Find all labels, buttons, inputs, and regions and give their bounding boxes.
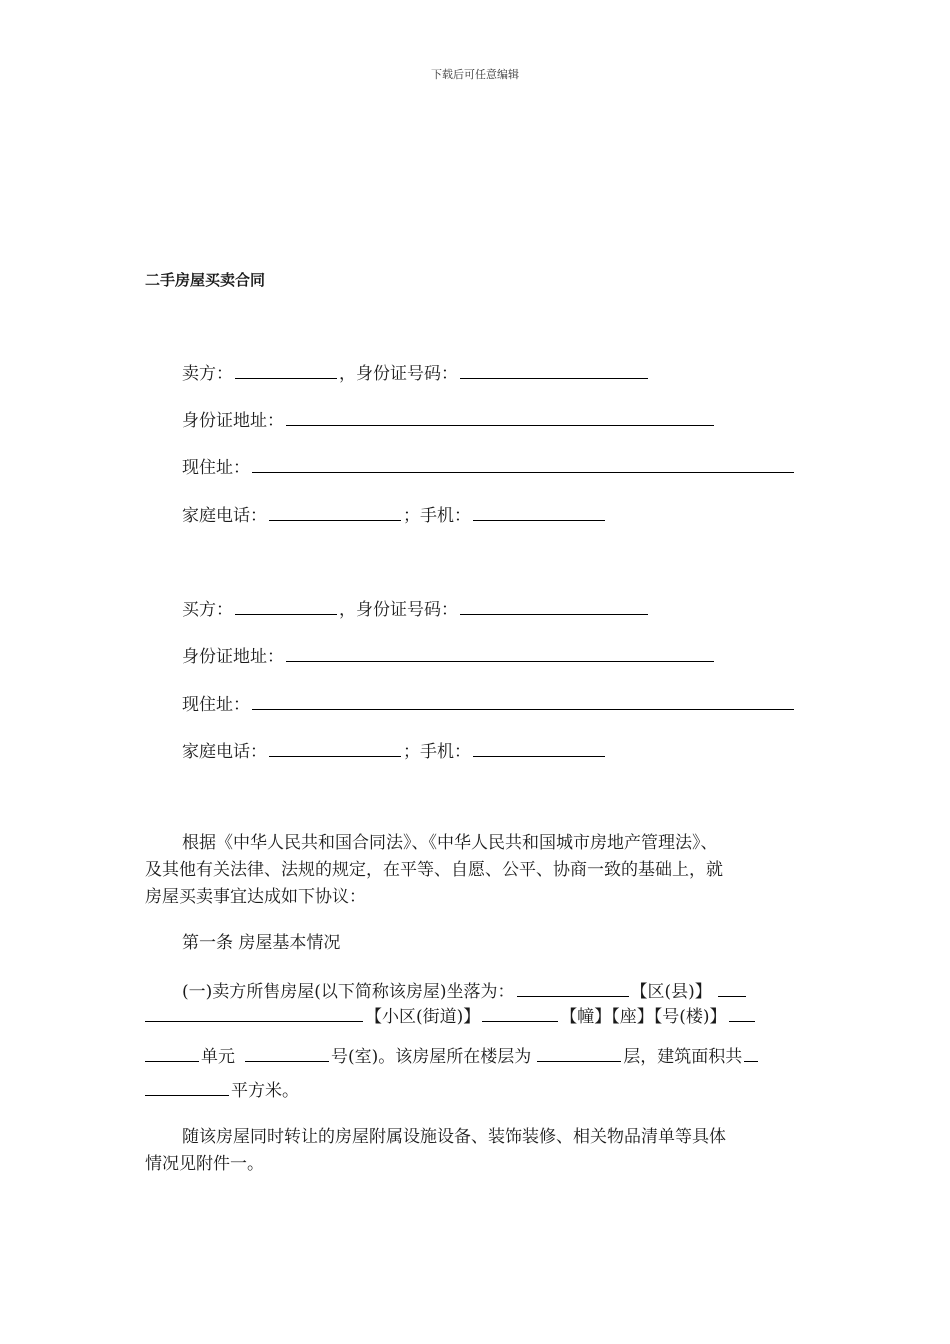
buyer-current-address-row: [182, 691, 796, 717]
seller-id-address-row: [182, 407, 716, 433]
seller-home-phone-label: 家庭电话：: [182, 506, 267, 526]
buyer-current-address-blank[interactable]: [252, 691, 794, 710]
room-blank[interactable]: [245, 1043, 329, 1062]
community-label: 【小区(街道)】: [365, 1007, 481, 1027]
seller-id-address-label: 身份证地址：: [182, 411, 284, 431]
clause-1-location-text: (一)卖方所售房屋(以下简称该房屋)坐落为：: [182, 982, 515, 1002]
floor-blank[interactable]: [537, 1043, 621, 1062]
buyer-id-blank[interactable]: [460, 596, 648, 615]
clause-1-line-3: [145, 1043, 760, 1069]
buyer-name-blank[interactable]: [235, 596, 337, 615]
seller-current-address-row: [182, 454, 796, 480]
attachment-line-1: 随该房屋同时转让的房屋附属设施设备、装饰装修、相关物品清单等具体: [182, 1127, 726, 1147]
community-blank[interactable]: [145, 1003, 363, 1022]
clause-1-line-4: [145, 1077, 299, 1103]
buyer-id-address-row: [182, 643, 716, 669]
seller-phone-row: [182, 502, 607, 528]
preamble-line-2: 及其他有关法律、法规的规定，在平等、自愿、公平、协商一致的基础上，就: [145, 860, 723, 880]
area-blank[interactable]: [145, 1077, 229, 1096]
floor-label: 层，建筑面积共: [623, 1047, 743, 1067]
buyer-mobile-label: ；手机：: [403, 742, 471, 762]
area-blank-start[interactable]: [744, 1043, 758, 1062]
seller-name-label: 卖方：: [182, 364, 233, 384]
document-title: 二手房屋买卖合同: [145, 271, 266, 289]
unit-blank-start[interactable]: [729, 1003, 755, 1022]
buyer-home-phone-blank[interactable]: [269, 738, 401, 757]
seller-mobile-label: ；手机：: [403, 506, 471, 526]
area-label: 平方米。: [231, 1081, 299, 1101]
buyer-id-label: ，身份证号码：: [339, 600, 458, 620]
buyer-home-phone-label: 家庭电话：: [182, 742, 267, 762]
seller-current-address-label: 现住址：: [182, 458, 250, 478]
district-blank[interactable]: [517, 978, 629, 997]
attachment-line-2: 情况见附件一。: [145, 1154, 264, 1174]
seller-current-address-blank[interactable]: [252, 454, 794, 473]
seller-mobile-blank[interactable]: [473, 502, 605, 521]
buyer-id-address-blank[interactable]: [286, 643, 714, 662]
district-label: 【区(县)】: [630, 982, 712, 1002]
buyer-phone-row: [182, 738, 607, 764]
buyer-current-address-label: 现住址：: [182, 695, 250, 715]
seller-name-row: [182, 360, 650, 386]
unit-label: 单元: [201, 1047, 235, 1067]
building-blank[interactable]: [482, 1003, 558, 1022]
buyer-name-row: [182, 596, 650, 622]
building-label: 【幢】【座】【号(楼)】: [560, 1007, 727, 1027]
seller-id-address-blank[interactable]: [286, 407, 714, 426]
preamble-line-3: 房屋买卖事宜达成如下协议：: [145, 887, 366, 907]
room-label: 号(室)。该房屋所在楼层为: [331, 1047, 532, 1067]
seller-name-blank[interactable]: [235, 360, 337, 379]
preamble-line-1: 根据《中华人民共和国合同法》、《中华人民共和国城市房地产管理法》、: [182, 833, 718, 853]
clause-1-line-2: [145, 1003, 757, 1029]
buyer-mobile-blank[interactable]: [473, 738, 605, 757]
buyer-id-address-label: 身份证地址：: [182, 647, 284, 667]
clause-1-line-1: [182, 978, 748, 1004]
community-blank-start[interactable]: [718, 978, 746, 997]
unit-blank[interactable]: [145, 1043, 199, 1062]
seller-home-phone-blank[interactable]: [269, 502, 401, 521]
seller-id-blank[interactable]: [460, 360, 648, 379]
buyer-name-label: 买方：: [182, 600, 233, 620]
article-1-title: 第一条 房屋基本情况: [182, 933, 341, 953]
seller-id-label: ，身份证号码：: [339, 364, 458, 384]
header-note: 下载后可任意编辑: [431, 68, 519, 81]
